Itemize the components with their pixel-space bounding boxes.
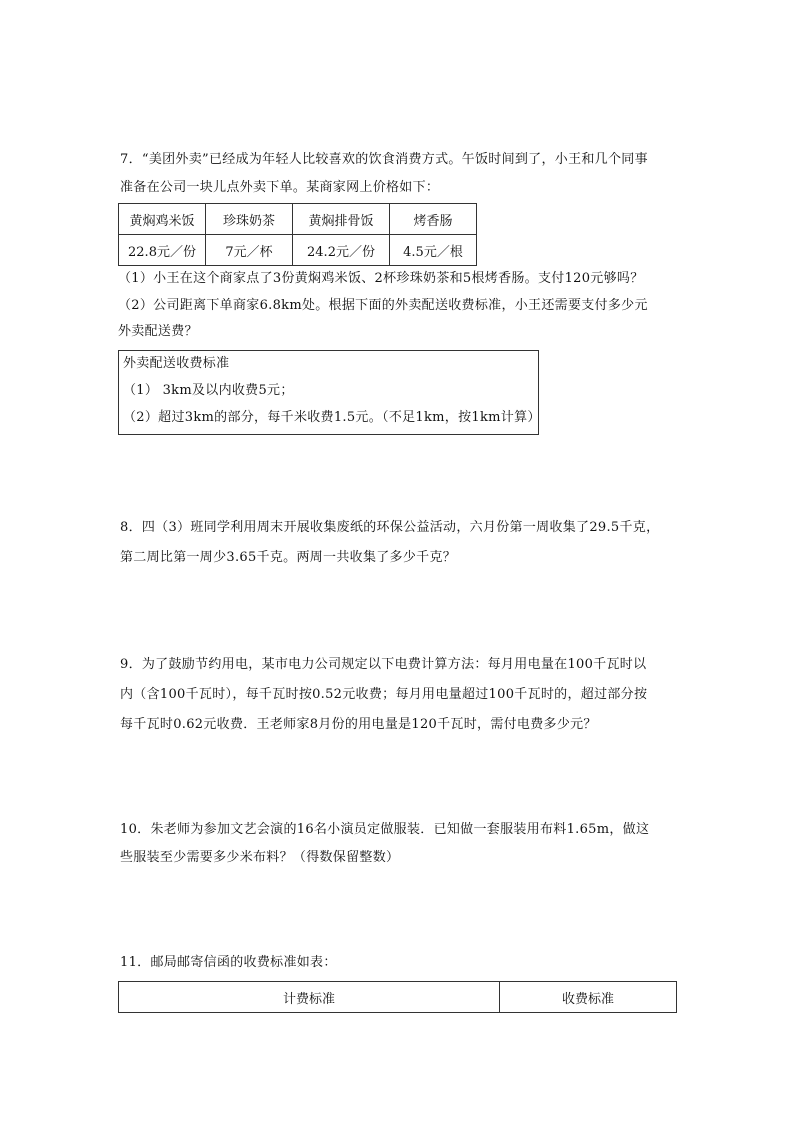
- table-row: [119, 204, 477, 235]
- price-table: [118, 203, 477, 266]
- fee-box-title: 外卖配送收费标准: [123, 356, 230, 371]
- table-row: [119, 235, 477, 266]
- menu-item: 珍珠奶茶: [206, 204, 293, 235]
- q9-text-line1: 9．为了鼓励节约用电，某市电力公司规定以下电费计算方法：每月用电量在100千瓦时以: [120, 657, 647, 672]
- q8-text-line1: 8．四（3）班同学利用周末开展收集废纸的环保公益活动，六月份第一周收集了29.5千克，: [120, 520, 660, 535]
- menu-price: 7元／杯: [206, 235, 293, 266]
- column-header-fee-standard: 收费标准: [500, 982, 677, 1013]
- table-row: [119, 982, 677, 1013]
- q7-sub-question-2-line1: （2）公司距离下单商家6.8km处。根据下面的外卖配送收费标准，小王还需要支付多少元: [118, 298, 648, 313]
- q7-sub-question-2-line2: 外卖配送费？: [118, 324, 198, 339]
- menu-price: 4.5元／根: [390, 235, 477, 266]
- q9-text-line2: 内（含100千瓦时），每千瓦时按0.52元收费；每月用电量超过100千瓦时的，超过部分按: [120, 687, 648, 702]
- q10-text-line1: 10．朱老师为参加文艺会演的16名小演员定做服装．已知做一套服装用布料1.65m，做这: [120, 822, 650, 837]
- column-header-billing-standard: 计费标准: [119, 982, 500, 1013]
- q8-text-line2: 第二周比第一周少3.65千克。两周一共收集了多少千克？: [120, 550, 457, 565]
- postal-fee-table: [118, 981, 677, 1013]
- menu-item: 黄焖鸡米饭: [119, 204, 206, 235]
- q7-sub-question-1: （1）小王在这个商家点了3份黄焖鸡米饭、2杯珍珠奶茶和5根烤香肠。支付120元够吗？: [118, 271, 644, 286]
- q7-text-line2: 准备在公司一块儿点外卖下单。某商家网上价格如下：: [120, 180, 440, 195]
- menu-item: 黄焖排骨饭: [293, 204, 390, 235]
- menu-price: 22.8元／份: [119, 235, 206, 266]
- menu-price: 24.2元／份: [293, 235, 390, 266]
- q11-text-line1: 11．邮局邮寄信函的收费标准如表：: [120, 955, 337, 970]
- q7-text-line1: 7．“美团外卖”已经成为年轻人比较喜欢的饮食消费方式。午饭时间到了，小王和几个同事: [120, 152, 648, 167]
- delivery-fee-box: [118, 350, 539, 435]
- menu-item: 烤香肠: [390, 204, 477, 235]
- q9-text-line3: 每千瓦时0.62元收费．王老师家8月份的用电量是120千瓦时，需付电费多少元？: [120, 717, 597, 732]
- fee-rule-2: （2）超过3km的部分，每千米收费1.5元。（不足1km，按1km计算）: [123, 410, 541, 425]
- q10-text-line2: 些服装至少需要多少米布料？（得数保留整数）: [120, 850, 400, 865]
- fee-rule-1: （1） 3km及以内收费5元；: [123, 383, 294, 398]
